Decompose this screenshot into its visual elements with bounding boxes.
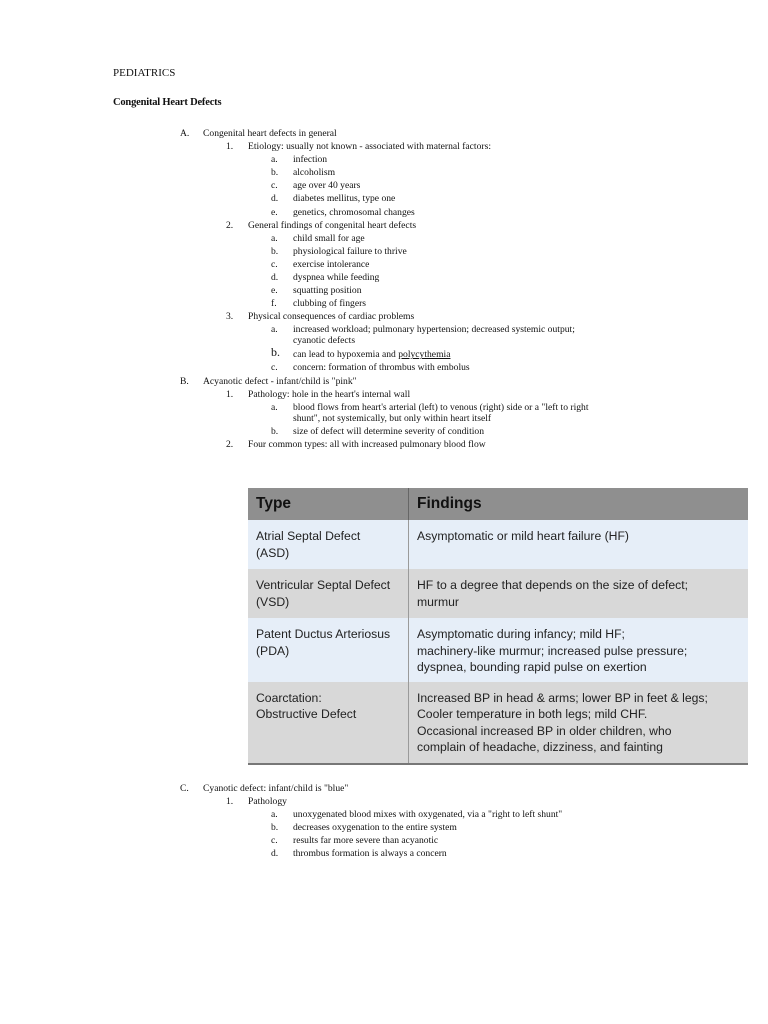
outline-marker: d. <box>271 272 279 284</box>
outline-subitem <box>0 206 768 219</box>
outline-subitem <box>0 284 768 297</box>
type-line: (VSD) <box>256 594 290 609</box>
outline-subitem <box>0 232 768 245</box>
outline-marker: a. <box>271 324 278 336</box>
findings-line: Cooler temperature in both legs; mild CHF. <box>417 707 648 721</box>
table-header-row <box>248 488 748 520</box>
type-line: Atrial Septal Defect <box>256 529 361 543</box>
outline-text: can lead to hypoxemia and <box>293 349 399 361</box>
outline-marker: d. <box>271 848 279 860</box>
outline-marker: e. <box>271 285 278 297</box>
findings-line: dyspnea, bounding rapid pulse on exertion <box>417 660 647 674</box>
outline-text: concern: formation of thrombus with embolus <box>293 362 470 374</box>
outline-text: physiological failure to thrive <box>293 245 407 257</box>
outline-subitem <box>0 245 768 258</box>
outline-text-continued: shunt", not systemically, but only within heart itself <box>293 412 492 424</box>
outline-subitem <box>0 179 768 192</box>
outline-marker: f. <box>271 298 277 310</box>
outline-text: genetics, chromosomal changes <box>293 206 415 218</box>
outline-text: Pathology: hole in the heart's internal wall <box>248 388 411 400</box>
table-row <box>248 520 748 569</box>
outline-item-a <box>0 127 768 140</box>
outline-item <box>0 310 768 323</box>
findings-line: murmur <box>417 594 459 609</box>
defect-types-table <box>248 488 748 765</box>
outline-marker: c. <box>271 835 278 847</box>
type-cell <box>248 682 409 764</box>
outline-text: Cyanotic defect: infant/child is "blue" <box>203 783 349 794</box>
type-cell <box>248 520 409 569</box>
outline-item <box>0 219 768 232</box>
outline-item <box>0 795 768 808</box>
findings-line: machinery-like murmur; increased pulse pressure; <box>417 643 688 658</box>
table-row <box>248 618 748 682</box>
outline-text: General findings of congenital heart defects <box>248 219 417 231</box>
findings-cell <box>409 682 749 764</box>
type-cell <box>248 569 409 618</box>
outline-marker: b. <box>271 822 279 834</box>
outline-text: size of defect will determine severity of condition <box>293 425 485 437</box>
type-line: Coarctation: <box>256 690 322 705</box>
outline-marker: 2. <box>226 438 234 450</box>
outline-text-group <box>293 348 450 361</box>
findings-cell <box>409 520 749 569</box>
outline-item <box>0 438 768 451</box>
outline-marker: a. <box>271 232 278 244</box>
outline-text: Physical consequences of cardiac problems <box>248 311 415 323</box>
outline-text: thrombus formation is always a concern <box>293 848 447 860</box>
outline-text: increased workload; pulmonary hypertension; decreased systemic output; <box>293 324 575 336</box>
findings-cell <box>409 618 749 682</box>
outline-text: squatting position <box>293 285 362 297</box>
outline-text: diabetes mellitus, type one <box>293 193 396 205</box>
underlined-term: polycythemia <box>398 349 451 361</box>
outline-marker: 1. <box>226 796 234 808</box>
outline-marker: c. <box>271 180 278 192</box>
outline-text: age over 40 years <box>293 180 361 192</box>
outline-marker: c. <box>271 362 278 374</box>
type-line: (PDA) <box>256 643 290 658</box>
table-row <box>248 569 748 618</box>
outline-marker: c. <box>271 258 278 270</box>
outline-text: results far more severe than acyanotic <box>293 835 439 847</box>
findings-line: complain of headache, dizziness, and fainting <box>417 740 663 754</box>
outline-marker: 3. <box>226 311 234 323</box>
outline-subitem <box>0 271 768 284</box>
findings-line: Asymptomatic during infancy; mild HF; <box>417 627 625 641</box>
outline-subitem <box>0 192 768 205</box>
document-title: Congenital Heart Defects <box>113 97 222 108</box>
outline-subitem <box>0 323 768 347</box>
outline-marker: 1. <box>226 388 234 400</box>
outline-marker: C. <box>180 783 189 794</box>
outline-marker: 2. <box>226 219 234 231</box>
outline-text: blood flows from heart's arterial (left) to venous (right) side or a "left to right <box>293 401 589 413</box>
findings-cell <box>409 569 749 618</box>
outline-marker: A. <box>180 128 190 139</box>
outline-text: Congenital heart defects in general <box>203 128 337 139</box>
outline-subitem <box>0 425 768 438</box>
type-line: Ventricular Septal Defect <box>256 578 391 592</box>
outline-subitem <box>0 153 768 166</box>
outline-text: exercise intolerance <box>293 258 370 270</box>
outline-text: Four common types: all with increased pulmonary blood flow <box>248 438 486 450</box>
type-line: Patent Ductus Arteriosus <box>256 627 391 641</box>
outline-item <box>0 140 768 153</box>
outline-marker: b. <box>271 425 279 437</box>
outline-marker: a. <box>271 809 278 821</box>
outline-subitem <box>0 401 768 425</box>
findings-line: Increased BP in head & arms; lower BP in feet & legs; <box>417 690 708 705</box>
outline-subitem <box>0 847 768 860</box>
outline-subitem <box>0 361 768 374</box>
outline-text: clubbing of fingers <box>293 298 367 310</box>
outline-subitem <box>0 166 768 179</box>
findings-line: HF to a degree that depends on the size of defect; <box>417 578 689 592</box>
table-row <box>248 682 748 764</box>
outline-item-c <box>0 782 768 795</box>
outline-marker: b. <box>271 167 279 179</box>
outline-marker: 1. <box>226 141 234 153</box>
outline-text: Pathology <box>248 796 287 808</box>
outline-marker: e. <box>271 206 278 218</box>
findings-line: Occasional increased BP in older children, who <box>417 723 672 738</box>
outline-lower <box>0 782 768 861</box>
column-header-findings: Findings <box>409 488 749 520</box>
outline-subitem <box>0 808 768 821</box>
outline-marker: b. <box>271 245 279 257</box>
outline-marker: b. <box>271 345 280 360</box>
outline-marker: a. <box>271 401 278 413</box>
outline-text: Etiology: usually not known - associated with maternal factors: <box>248 141 491 153</box>
outline-marker: a. <box>271 154 278 166</box>
column-header-type: Type <box>248 488 409 520</box>
outline-text: infection <box>293 154 328 166</box>
outline-text: child small for age <box>293 232 365 244</box>
outline-subitem <box>0 821 768 834</box>
outline-subitem <box>0 347 768 361</box>
outline-marker: B. <box>180 375 189 387</box>
outline-upper <box>0 127 768 451</box>
outline-marker: d. <box>271 193 279 205</box>
outline-subitem <box>0 834 768 847</box>
outline-subitem <box>0 297 768 310</box>
type-cell <box>248 618 409 682</box>
outline-text: decreases oxygenation to the entire system <box>293 822 457 834</box>
type-line: Obstructive Defect <box>256 707 357 721</box>
outline-text: Acyanotic defect - infant/child is "pink" <box>203 375 357 387</box>
type-line: (ASD) <box>256 545 290 560</box>
outline-item-b <box>0 375 768 388</box>
outline-text: alcoholism <box>293 167 336 179</box>
department-heading: PEDIATRICS <box>113 67 176 79</box>
findings-line: Asymptomatic or mild heart failure (HF) <box>417 529 629 543</box>
outline-item <box>0 388 768 401</box>
outline-text: dyspnea while feeding <box>293 272 380 284</box>
outline-subitem <box>0 258 768 271</box>
outline-text: unoxygenated blood mixes with oxygenated, via a "right to left shunt" <box>293 809 563 821</box>
outline-text-continued: cyanotic defects <box>293 335 356 347</box>
